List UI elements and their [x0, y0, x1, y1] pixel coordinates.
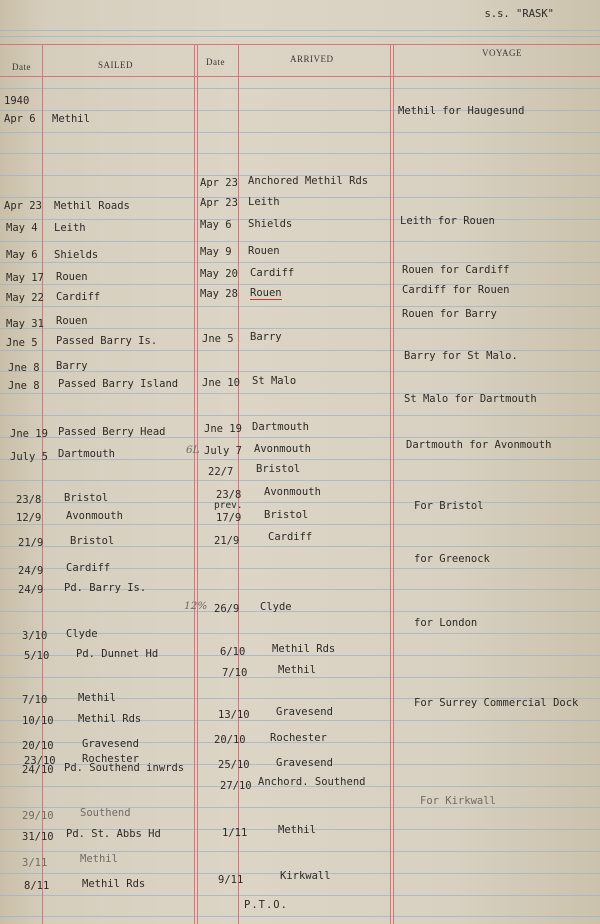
voyage-entry: for Greenock — [414, 553, 490, 565]
sailed-place: Rochester — [82, 753, 139, 765]
arrived-date: 6/10 — [220, 646, 246, 658]
column-line-sailed — [194, 44, 195, 924]
sailed-date: 12/9 — [16, 512, 42, 524]
arrived-date: 27/10 — [220, 780, 252, 792]
sailed-place: Methil Rds — [78, 713, 142, 725]
arrived-date: Apr 23 — [200, 177, 238, 189]
sailed-date: 10/10 — [22, 715, 54, 727]
sailed-date: 20/10 — [22, 740, 54, 752]
sailed-date: 21/9 — [18, 537, 44, 549]
arrived-place: Gravesend — [276, 706, 333, 718]
header-arrived: ARRIVED — [290, 54, 334, 64]
arrived-date: 26/9 — [214, 603, 240, 615]
arrived-place: Dartmouth — [252, 421, 309, 433]
sailed-place: Methil Rds — [82, 878, 146, 890]
sailed-place: Passed Barry Is. — [56, 335, 158, 347]
ruled-line — [0, 219, 600, 220]
voyage-entry: For Bristol — [414, 500, 484, 512]
sailed-date: 24/10 — [22, 764, 54, 776]
header-sailed: SAILED — [98, 60, 133, 70]
arrived-place: Clyde — [260, 601, 292, 613]
ruled-line — [0, 197, 600, 198]
arrived-date: 17/9 — [216, 512, 242, 524]
arrived-place: Shields — [248, 218, 293, 230]
voyage-entry: For Kirkwall — [420, 795, 496, 807]
sailed-place: Pd. Dunnet Hd — [76, 648, 159, 660]
arrived-place: Bristol — [256, 463, 301, 475]
ruled-line — [0, 524, 600, 525]
ruled-line — [0, 30, 600, 31]
voyage-entry: Dartmouth for Avonmouth — [406, 439, 552, 451]
ruled-line — [0, 480, 600, 481]
arrived-place: Rouen — [248, 245, 280, 257]
column-line-arrived — [390, 44, 391, 924]
sailed-date: 23/8 — [16, 494, 42, 506]
header-voyage: VOYAGE — [482, 48, 522, 58]
arrived-place: Anchord. Southend — [258, 776, 366, 788]
sailed-place: Methil — [78, 692, 116, 704]
sailed-place: Rouen — [56, 271, 88, 283]
sailed-date: 29/10 — [22, 810, 54, 822]
arrived-date: 21/9 — [214, 535, 240, 547]
page-turn-note: P.T.O. — [244, 899, 288, 911]
sailed-date: 24/9 — [18, 565, 44, 577]
arrived-date: 23/8 — [216, 489, 242, 501]
arrived-place: Leith — [248, 196, 280, 208]
header-bottom-line — [0, 76, 600, 77]
arrived-date: May 28 — [200, 288, 238, 300]
voyage-entry: Methil for Haugesund — [398, 105, 525, 117]
arrived-place: Rochester — [270, 732, 327, 744]
arrived-place: Methil Rds — [272, 643, 336, 655]
sailed-date: Apr 23 — [4, 200, 42, 212]
arrived-place: Bristol — [264, 509, 309, 521]
header-top-line — [0, 44, 600, 45]
sailed-place: Bristol — [64, 492, 109, 504]
sailed-date: May 22 — [6, 292, 44, 304]
sailed-date: 7/10 — [22, 694, 48, 706]
arrived-place: Avonmouth — [264, 486, 321, 498]
arrived-date: July 7 — [204, 445, 242, 457]
arrived-date: 7/10 — [222, 667, 248, 679]
ruled-line — [0, 895, 600, 896]
sailed-date: 3/10 — [22, 630, 48, 642]
voyage-entry: Barry for St Malo. — [404, 350, 518, 362]
ruled-line — [0, 328, 600, 329]
ship-title: s.s. "RASK" — [484, 8, 554, 20]
sailed-date: Apr 6 — [4, 113, 36, 125]
sailed-date: 8/11 — [24, 880, 50, 892]
arrived-date: Jne 5 — [202, 333, 234, 345]
sailed-place: Cardiff — [66, 562, 111, 574]
sailed-place: Avonmouth — [66, 510, 123, 522]
sailed-place: Pd. Barry Is. — [64, 582, 147, 594]
arrived-place: Cardiff — [250, 267, 295, 279]
voyage-entry: Rouen for Barry — [402, 308, 497, 320]
arrived-date: May 20 — [200, 268, 238, 280]
margin-note: 6L — [186, 444, 200, 456]
arrived-place: Cardiff — [268, 531, 313, 543]
arrived-place: Kirkwall — [280, 870, 331, 882]
arrived-place: Methil — [278, 824, 316, 836]
arrived-place: Rouen — [250, 287, 282, 299]
sailed-place: Methil — [80, 853, 118, 865]
arrived-place: Barry — [250, 331, 282, 343]
header-date-sailed: Date — [12, 62, 31, 72]
sailed-place: Passed Barry Island — [58, 378, 179, 390]
voyage-entry: for London — [414, 617, 478, 629]
ruled-line — [0, 153, 600, 154]
sailed-date: May 31 — [6, 318, 44, 330]
ruled-line — [0, 36, 600, 37]
arrived-place: Anchored Methil Rds — [248, 175, 369, 187]
sailed-date: May 4 — [6, 222, 38, 234]
voyage-entry: For Surrey Commercial Dock — [414, 697, 579, 709]
ruled-line — [0, 88, 600, 89]
sailed-place: Passed Berry Head — [58, 426, 166, 438]
column-line-date1 — [42, 44, 43, 924]
sailed-place: Pd. Southend inwrds — [64, 762, 185, 774]
ruled-line — [0, 306, 600, 307]
sailed-date: Jne 5 — [6, 337, 38, 349]
arrived-date: 25/10 — [218, 759, 250, 771]
arrived-date: Apr 23 — [200, 197, 238, 209]
sailed-place: Dartmouth — [58, 448, 115, 460]
sailed-date: May 17 — [6, 272, 44, 284]
voyage-entry: Cardiff for Rouen — [402, 284, 510, 296]
ruled-line — [0, 415, 600, 416]
sailed-place: Shields — [54, 249, 99, 261]
sailed-place: Southend — [80, 807, 131, 819]
arrived-date: 22/7 — [208, 466, 234, 478]
sailed-date: May 6 — [6, 249, 38, 261]
arrived-date: 13/10 — [218, 709, 250, 721]
sailed-place: Clyde — [66, 628, 98, 640]
arrived-place: St Malo — [252, 375, 297, 387]
sailed-place: Barry — [56, 360, 88, 372]
arrived-date: May 6 — [200, 219, 232, 231]
ruled-line — [0, 262, 600, 263]
sailed-place: Pd. St. Abbs Hd — [66, 828, 161, 840]
arrived-date: 20/10 — [214, 734, 246, 746]
sailed-date: Jne 8 — [8, 362, 40, 374]
sailed-place: Rouen — [56, 315, 88, 327]
ruled-line — [0, 851, 600, 852]
ruled-line — [0, 284, 600, 285]
sailed-place: Leith — [54, 222, 86, 234]
arrived-place: Avonmouth — [254, 443, 311, 455]
year-label: 1940 — [4, 95, 30, 107]
ruled-line — [0, 611, 600, 612]
arrived-date: May 9 — [200, 246, 232, 258]
arrived-place: Gravesend — [276, 757, 333, 769]
sailed-place: Methil — [52, 113, 90, 125]
sailed-date: Jne 19 — [10, 428, 48, 440]
sailed-date: 3/11 — [22, 857, 48, 869]
ruled-line — [0, 371, 600, 372]
sailed-date: 23/10 — [24, 755, 56, 767]
arrived-date: 1/11 — [222, 827, 248, 839]
arrived-date: Jne 10 — [202, 377, 240, 389]
sailed-date: Jne 8 — [8, 380, 40, 392]
sailed-place: Methil Roads — [54, 200, 130, 212]
ruled-line — [0, 241, 600, 242]
arrived-date: 9/11 — [218, 874, 244, 886]
sailed-date: 31/10 — [22, 831, 54, 843]
arrived-date: Jne 19 — [204, 423, 242, 435]
sailed-place: Gravesend — [82, 738, 139, 750]
column-line-date2 — [238, 44, 239, 924]
sailed-date: July 5 — [10, 451, 48, 463]
voyage-entry: Leith for Rouen — [400, 215, 495, 227]
arrived-place: Methil — [278, 664, 316, 676]
sailed-date: 5/10 — [24, 650, 50, 662]
sailed-date: 24/9 — [18, 584, 44, 596]
ruled-line — [0, 132, 600, 133]
voyage-entry: St Malo for Dartmouth — [404, 393, 537, 405]
ruled-line — [0, 677, 600, 678]
header-date-arrived: Date — [206, 57, 225, 67]
voyage-entry: Rouen for Cardiff — [402, 264, 510, 276]
margin-note: 12% — [184, 600, 208, 612]
arrived-date-note: prev. — [214, 500, 243, 511]
sailed-place: Cardiff — [56, 291, 101, 303]
ruled-line — [0, 916, 600, 917]
sailed-place: Bristol — [70, 535, 115, 547]
